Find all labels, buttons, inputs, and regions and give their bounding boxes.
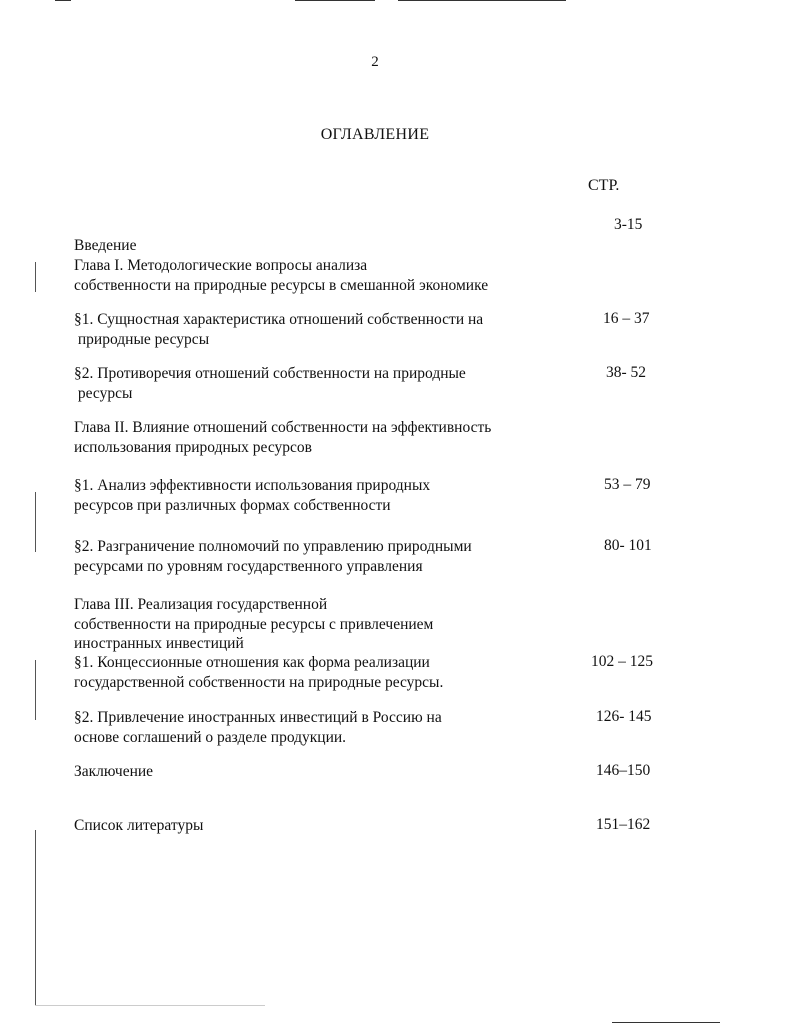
toc-chapter-3-section-1-pages: 102 – 125: [591, 653, 653, 670]
scan-artifact-bottom-left: [35, 1005, 265, 1006]
toc-chapter-2-line-2: использования природных ресурсов: [74, 438, 312, 456]
toc-chapter-3-section-2-pages: 126- 145: [596, 708, 652, 725]
toc-chapter-1-section-2-line-1: §2. Противоречия отношений собственности на природные: [74, 365, 466, 382]
toc-chapter-1-section-1-pages: 16 – 37: [603, 310, 650, 327]
toc-chapter-3-section-2-line-2: основе соглашений о разделе продукции.: [74, 728, 347, 746]
toc-chapter-3-section-1-line-1: §1. Концессионные отношения как форма реализации: [74, 654, 430, 671]
toc-chapter-1-section-2-line-2: ресурсы: [74, 384, 133, 402]
scan-artifact-top-left: [55, 0, 71, 1]
toc-chapter-2-section-2-line-1: §2. Разграничение полномочий по управлению природными: [74, 538, 472, 555]
scan-artifact-left-margin-4: [35, 830, 36, 1005]
toc-chapter-3-line-1: Глава III. Реализация государственной: [74, 596, 328, 613]
scan-artifact-left-margin-3: [35, 660, 36, 720]
pages-column-header: СТР.: [588, 177, 620, 194]
scan-artifact-bottom-right: [612, 1022, 720, 1023]
toc-chapter-1-line-2: собственности на природные ресурсы в смешанной экономике: [74, 276, 489, 294]
toc-chapter-2-section-2-pages: 80- 101: [604, 537, 652, 554]
toc-chapter-1-section-1: [74, 310, 483, 349]
toc-chapter-2-section-1: [74, 476, 430, 515]
table-of-contents-title: ОГЛАВЛЕНИЕ: [320, 126, 430, 143]
toc-entry-intro-text: Введение: [74, 237, 137, 254]
toc-chapter-2-section-2: [74, 537, 564, 576]
toc-chapter-3-section-1-line-2: государственной собственности на природные ресурсы.: [74, 673, 444, 691]
toc-entry-bibliography-text: Список литературы: [74, 817, 204, 834]
toc-chapter-1-section-2-pages: 38- 52: [606, 364, 647, 381]
toc-chapter-3-line-2: собственности на природные ресурсы с привлечением: [74, 615, 434, 633]
toc-chapter-1-line-1: Глава I. Методологические вопросы анализа: [74, 257, 368, 274]
toc-chapter-2-line-1: Глава II. Влияние отношений собственности на эффективность: [74, 419, 492, 436]
scan-artifact-left-margin-2: [35, 492, 36, 552]
toc-chapter-3-section-2-line-1: §2. Привлечение иностранных инвестиций в Россию на: [74, 709, 442, 726]
toc-entry-bibliography-pages: 151–162: [596, 816, 651, 833]
toc-chapter-2-section-2-line-2: ресурсами по уровням государственного управления: [74, 557, 423, 575]
toc-chapter-2: [74, 418, 491, 457]
toc-chapter-1-section-2: [74, 364, 466, 403]
toc-chapter-1-section-1-line-1: §1. Сущностная характеристика отношений собственности на: [74, 311, 484, 328]
toc-entry-bibliography: [74, 816, 203, 836]
toc-chapter-3: [74, 595, 433, 654]
toc-entry-conclusion-pages: 146–150: [596, 762, 651, 779]
toc-chapter-2-section-1-line-2: ресурсов при различных формах собственности: [74, 496, 391, 514]
toc-chapter-3-line-3: иностранных инвестиций: [74, 635, 244, 652]
scan-artifact-top-center: [295, 0, 375, 1]
toc-entry-intro-pages: 3-15: [614, 216, 643, 233]
toc-entry-conclusion-text: Заключение: [74, 763, 154, 780]
toc-chapter-1-section-1-line-2: природные ресурсы: [74, 330, 210, 348]
scan-artifact-top-right: [398, 0, 566, 1]
page-number: 2: [371, 54, 379, 70]
toc-chapter-2-section-1-line-1: §1. Анализ эффективности использования природных: [74, 477, 431, 494]
toc-chapter-3-section-1: [74, 653, 443, 692]
toc-chapter-1: [74, 256, 488, 295]
toc-chapter-3-section-2: [74, 708, 442, 747]
toc-entry-conclusion: [74, 762, 153, 782]
scan-artifact-left-margin-1: [35, 262, 36, 292]
toc-chapter-2-section-1-pages: 53 – 79: [604, 476, 651, 493]
toc-entry-intro: [74, 236, 136, 256]
